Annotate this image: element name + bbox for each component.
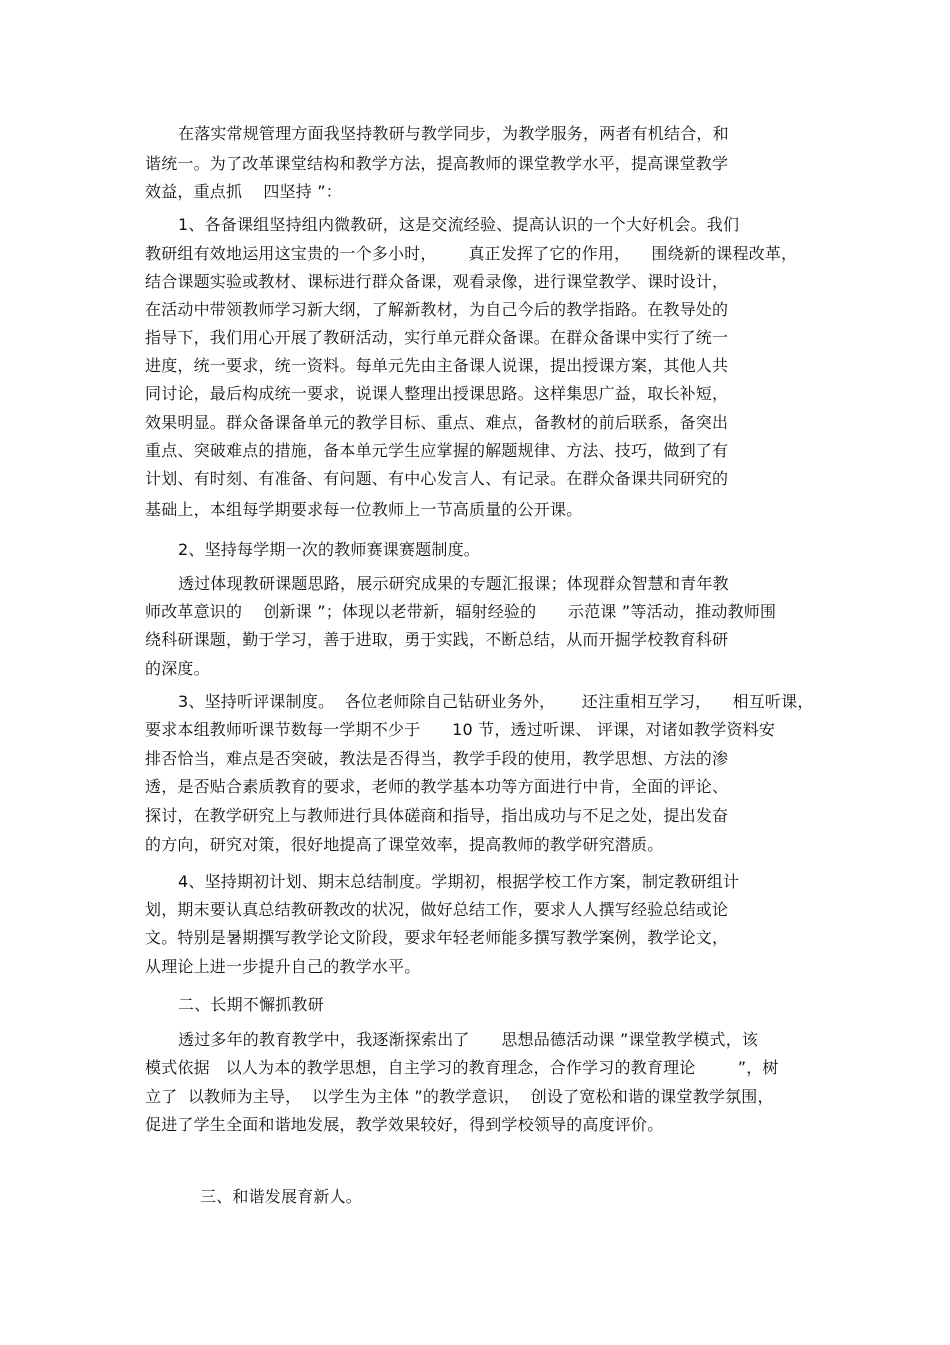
text-line: 谐统一。为了改革课堂结构和教学方法，提高教师的课堂教学水平，提高课堂教学 — [145, 154, 729, 173]
section-heading: 二、长期不懈抓教研 — [178, 995, 324, 1014]
text-line: 模式依据 以人为本的教学思想，自主学习的教育理念，合作学习的教育理论 ”，树 — [145, 1058, 779, 1077]
text-line: 在落实常规管理方面我坚持教研与教学同步，为教学服务，两者有机结合，和 — [178, 124, 729, 143]
text-line: 促进了学生全面和谐地发展，教学效果较好，得到学校领导的高度评价。 — [145, 1115, 664, 1134]
text-line: 2、坚持每学期一次的教师赛课赛题制度。 — [178, 540, 480, 559]
text-line: 1、各备课组坚持组内微教研，这是交流经验、提高认识的一个大好机会。我们 — [178, 215, 740, 234]
text-line: 计划、有时刻、有准备、有问题、有中心发言人、有记录。在群众备课共同研究的 — [145, 469, 729, 488]
text-line: 透过多年的教育教学中，我逐渐探索出了 思想品德活动课 ”课堂教学模式，该 — [178, 1030, 759, 1049]
text-line: 师改革意识的 创新课 ”；体现以老带新，辐射经验的 示范课 ”等活动，推动教师围 — [145, 602, 777, 621]
text-line: 要求本组教师听课节数每一学期不少于 10 节，透过听课、 评课，对诸如教学资料安 — [145, 720, 776, 739]
text-line: 4、坚持期初计划、期末总结制度。学期初，根据学校工作方案，制定教研组计 — [178, 872, 740, 891]
text-line: 从理论上进一步提升自己的教学水平。 — [145, 957, 421, 976]
text-line: 效益，重点抓 四坚持 ”： — [145, 182, 342, 201]
text-line: 探讨，在教学研究上与教师进行具体磋商和指导，指出成功与不足之处，提出发奋 — [145, 806, 729, 825]
text-line: 划，期末要认真总结教研教改的状况，做好总结工作，要求人人撰写经验总结或论 — [145, 900, 729, 919]
text-line: 指导下，我们用心开展了教研活动，实行单元群众备课。在群众备课中实行了统一 — [145, 328, 729, 347]
text-line: 在活动中带领教师学习新大纲，了解新教材，为自己今后的教学指路。在教导处的 — [145, 300, 729, 319]
text-line: 的方向，研究对策，很好地提高了课堂效率，提高教师的教学研究潜质。 — [145, 835, 664, 854]
text-line: 教研组有效地运用这宝贵的一个多小时， 真正发挥了它的作用， 围绕新的课程改革， — [145, 244, 798, 263]
text-line: 重点、突破难点的措施，备本单元学生应掌握的解题规律、方法、技巧，做到了有 — [145, 441, 729, 460]
text-line: 立了 以教师为主导， 以学生为主体 ”的教学意识， 创设了宽松和谐的课堂教学氛围， — [145, 1087, 774, 1106]
text-line: 同讨论，最后构成统一要求，说课人整理出授课思路。这样集思广益，取长补短， — [145, 384, 729, 403]
text-line: 基础上，本组每学期要求每一位教师上一节高质量的公开课。 — [145, 500, 583, 519]
text-line: 文。特别是暑期撰写教学论文阶段，要求年轻老师能多撰写教学案例，教学论文， — [145, 928, 729, 947]
text-line: 绕科研课题，勤于学习，善于进取，勇于实践，不断总结，从而开掘学校教育科研 — [145, 630, 729, 649]
text-line: 3、坚持听评课制度。 各位老师除自己钻研业务外， 还注重相互学习， 相互听课， — [178, 692, 814, 711]
text-line: 进度，统一要求，统一资料。每单元先由主备课人说课，提出授课方案，其他人共 — [145, 356, 729, 375]
text-line: 结合课题实验或教材、课标进行群众备课，观看录像，进行课堂教学、课时设计， — [145, 272, 729, 291]
text-line: 效果明显。群众备课备单元的教学目标、重点、难点，备教材的前后联系，备突出 — [145, 413, 729, 432]
text-line: 透，是否贴合素质教育的要求，老师的教学基本功等方面进行中肯，全面的评论、 — [145, 777, 729, 796]
text-line: 透过体现教研课题思路，展示研究成果的专题汇报课；体现群众智慧和青年教 — [178, 574, 729, 593]
text-line: 的深度。 — [145, 659, 210, 678]
text-line: 排否恰当，难点是否突破，教法是否得当，教学手段的使用，教学思想、方法的渗 — [145, 749, 729, 768]
section-heading: 三、和谐发展育新人。 — [200, 1187, 363, 1206]
